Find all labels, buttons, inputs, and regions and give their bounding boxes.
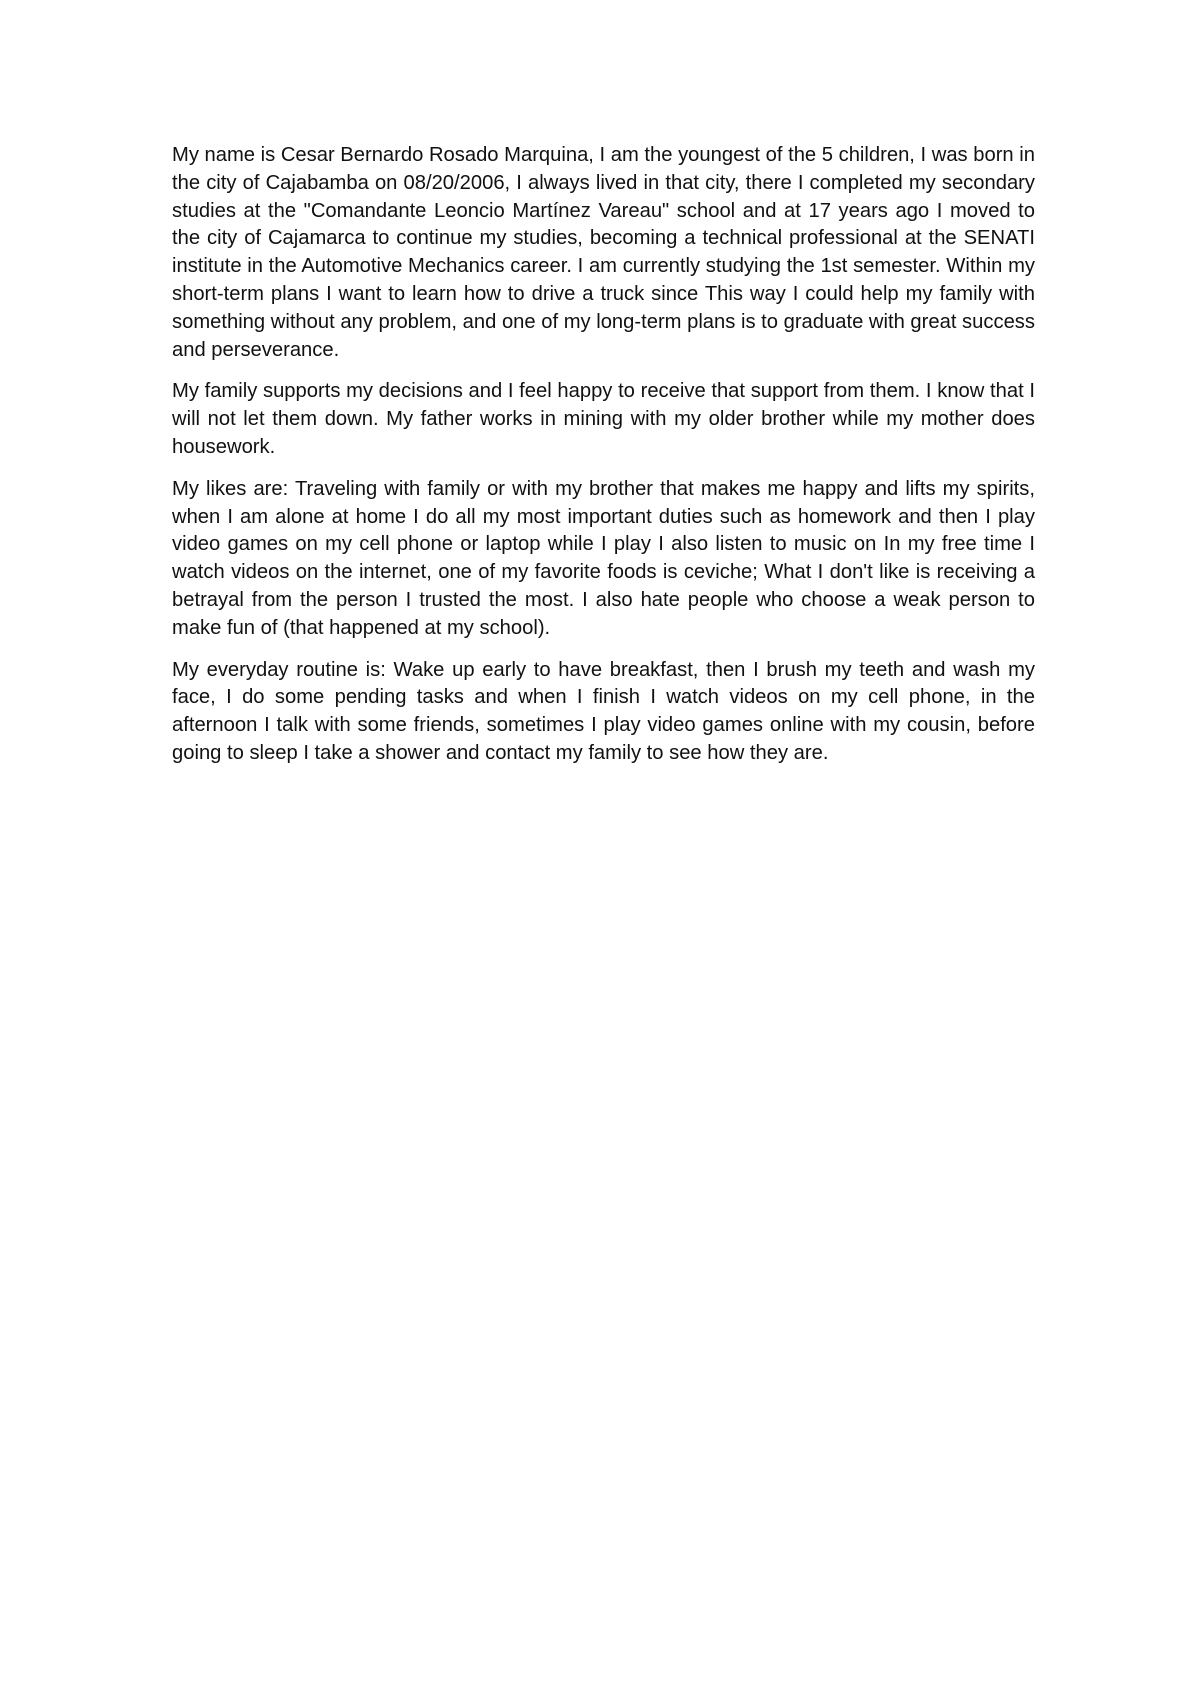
paragraph-introduction: My name is Cesar Bernardo Rosado Marquina, I am the youngest of the 5 children, I was born in the city of Cajabamba on 08/20/2006, I always lived in that city, there I completed my secondary studies at the "Comandante Leoncio Martínez Vareau" school and at 17 years ago I moved to the city of Cajamarca to continue my studies, becoming a technical professional at the SENATI institute in the Automotive Mechanics career. I am currently studying the 1st semester. Within my short-term plans I want to learn how to drive a truck since This way I could help my family with something without any problem, and one of my long-term plans is to graduate with great success and perseverance. — [172, 144, 1035, 361]
paragraph-likes: My likes are: Traveling with family or with my brother that makes me happy and lifts my spirits, when I am alone at home I do all my most important duties such as homework and then I play video games on my cell phone or laptop while I play I also listen to music on In my free time I watch videos on the internet, one of my favorite foods is ceviche; What I don't like is receiving a betrayal from the person I trusted the most. I also hate people who choose a weak person to make fun of (that happened at my school). — [172, 477, 1035, 639]
paragraph-routine: My everyday routine is: Wake up early to have breakfast, then I brush my teeth and wash my face, I do some pending tasks and when I finish I watch videos on my cell phone, in the afternoon I talk with some friends, sometimes I play video games online with my cousin, before going to sleep I take a shower and contact my family to see how they are. — [172, 658, 1035, 764]
document-body — [172, 142, 1035, 782]
paragraph-family: My family supports my decisions and I feel happy to receive that support from them. I know that I will not let them down. My father works in mining with my older brother while my mother does housework. — [172, 380, 1035, 458]
